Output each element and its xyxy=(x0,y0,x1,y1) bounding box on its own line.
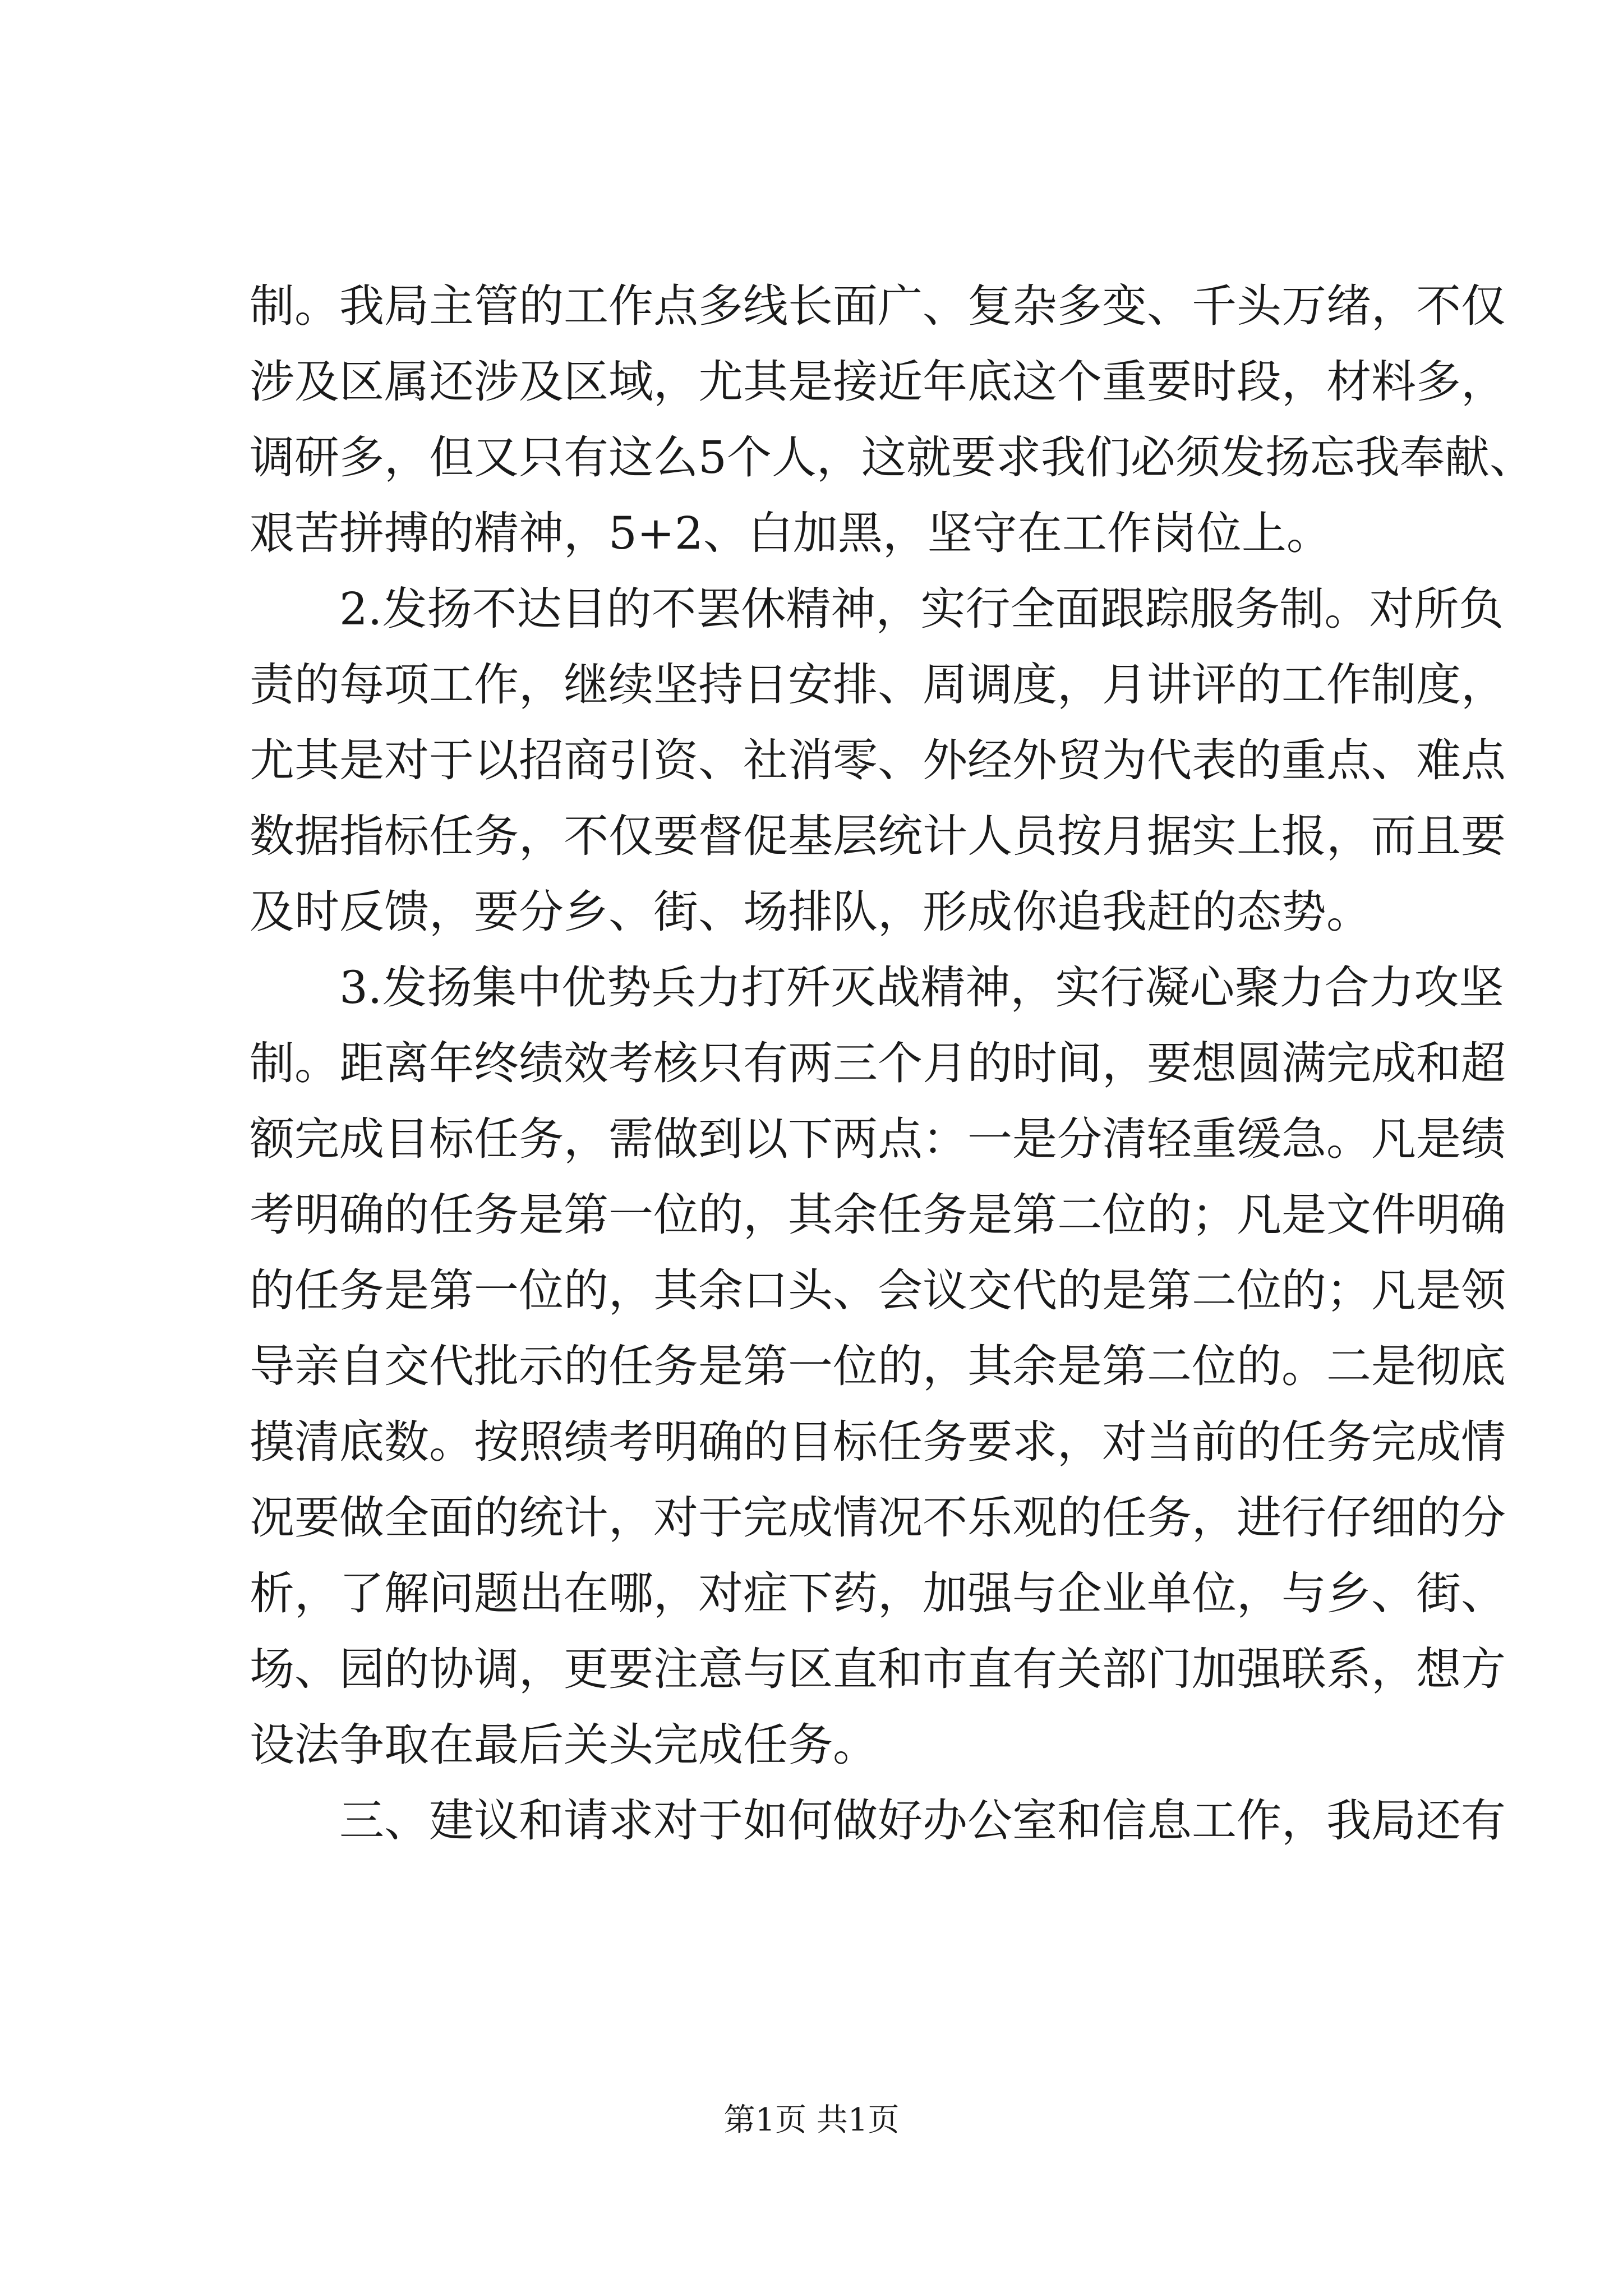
text-line: 析，了解问题出在哪，对症下药，加强与企业单位，与乡、街、 xyxy=(250,1567,1506,1619)
text-line: 数据指标任务，不仅要督促基层统计人员按月据实上报，而且要 xyxy=(250,810,1506,862)
text-line: 况要做全面的统计，对于完成情况不乐观的任务，进行仔细的分 xyxy=(250,1492,1506,1544)
text-line: 场、园的协调，更要注意与区直和市直有关部门加强联系，想方 xyxy=(250,1643,1506,1695)
text-line: 摸清底数。按照绩考明确的目标任务要求，对当前的任务完成情 xyxy=(250,1416,1506,1468)
text-line: 涉及区属还涉及区域，尤其是接近年底这个重要时段，材料多， xyxy=(250,356,1506,408)
text-line: 尤其是对于以招商引资、社消零、外经外贸为代表的重点、难点 xyxy=(250,734,1506,786)
page-number-footer: 第1页 共1页 xyxy=(723,2102,900,2138)
text-line: 及时反馈，要分乡、街、场排队，形成你追我赶的态势。 xyxy=(250,886,1371,938)
document-body xyxy=(250,268,1534,1858)
text-line: 制。距离年终绩效考核只有两三个月的时间，要想圆满完成和超 xyxy=(250,1037,1506,1089)
text-line: 的任务是第一位的，其余口头、会议交代的是第二位的；凡是领 xyxy=(250,1264,1506,1317)
text-line: 设法争取在最后关头完成任务。 xyxy=(250,1719,878,1771)
text-line: 责的每项工作，继续坚持日安排、周调度，月讲评的工作制度， xyxy=(250,659,1506,711)
text-line: 考明确的任务是第一位的，其余任务是第二位的；凡是文件明确 xyxy=(250,1189,1506,1241)
text-line-paragraph-start: 三、建议和请求对于如何做好办公室和信息工作，我局还有 xyxy=(339,1795,1506,1847)
text-line: 调研多，但又只有这么5个人，这就要求我们必须发扬忘我奉献、 xyxy=(250,431,1534,484)
text-line: 导亲自交代批示的任务是第一位的，其余是第二位的。二是彻底 xyxy=(250,1340,1506,1392)
text-line: 额完成目标任务，需做到以下两点：一是分清轻重缓急。凡是绩 xyxy=(250,1113,1506,1165)
text-line: 艰苦拼搏的精神，5+2、白加黑，坚守在工作岗位上。 xyxy=(250,507,1331,559)
text-line-paragraph-start: 3.发扬集中优势兵力打歼灭战精神，实行凝心聚力合力攻坚 xyxy=(339,961,1504,1014)
text-line: 制。我局主管的工作点多线长面广、复杂多变、千头万绪，不仅 xyxy=(250,280,1506,332)
text-line-paragraph-start: 2.发扬不达目的不罢休精神，实行全面跟踪服务制。对所负 xyxy=(339,583,1504,635)
